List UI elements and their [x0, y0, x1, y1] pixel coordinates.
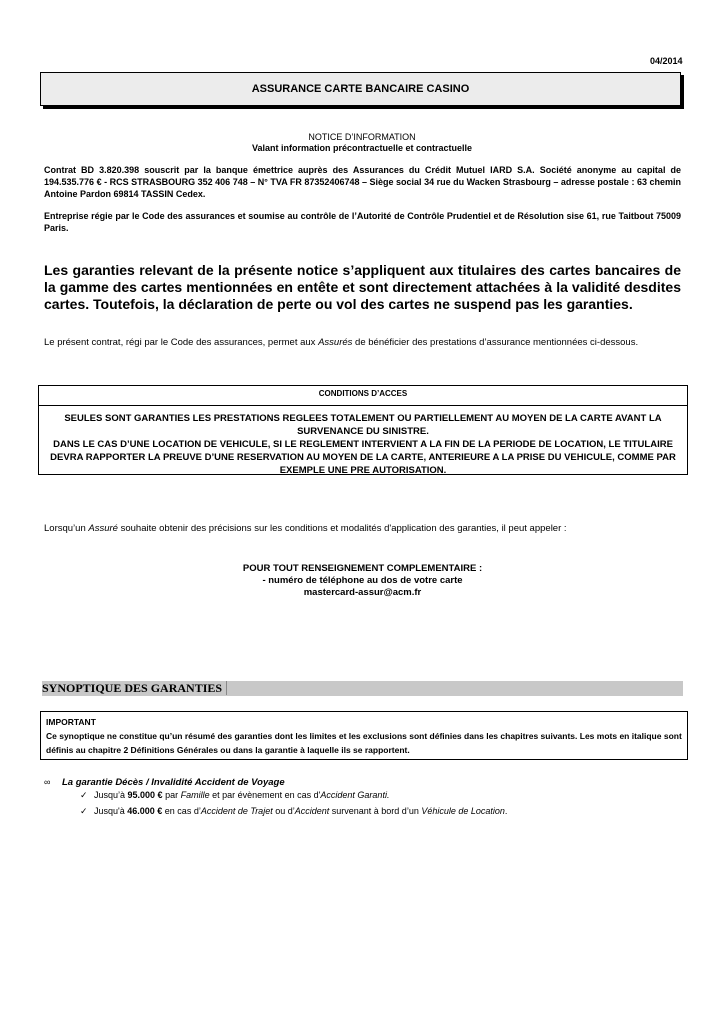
notice-heading: NOTICE D’INFORMATION	[308, 132, 416, 142]
contact-email: mastercard-assur@acm.fr	[303, 587, 422, 598]
intro-term-assures: Assurés	[318, 337, 353, 348]
regulation-paragraph: Entreprise régie par le Code des assurances et soumise au contrôle de l’Autorité de Contrôle Prudentiel et de Résolution sise 61, rue Taitbout 75009 Paris.	[44, 211, 681, 233]
conditions-title: CONDITIONS D’ACCES	[39, 386, 687, 406]
item2-amount: 46.000 €	[127, 806, 163, 816]
contact-lead	[44, 522, 681, 536]
contact-lead-before: Lorsqu’un	[44, 523, 89, 534]
checkmark-icon: ✓	[80, 790, 88, 800]
contact-lead-after: souhaite obtenir des précisions sur les conditions et modalités d'application des garanties, il peut appeler :	[117, 523, 567, 534]
contract-paragraph: Contrat BD 3.820.398 souscrit par la banque émettrice auprès des Assurances du Crédit Mutuel IARD S.A. Société anonyme au capital de 194.535.776 € - RCS STRASBOURG 352 406 748 – N° TVA FR 87352406748 – Siège social 34 rue du Wacken Strasbourg – adresse postale : 63 chemin Antoine Pardon 69814 TASSIN Cedex.	[44, 165, 681, 199]
document-title-box	[40, 72, 681, 106]
conditions-line-2: DANS LE CAS D’UNE LOCATION DE VEHICULE, SI LE REGLEMENT INTERVIENT A LA FIN DE LA PERIODE DE LOCATION, LE TITULAIRE DEVRA RAPPORTER LA PREUVE D’UNE RESERVATION AU MOYEN DE LA CARTE, ANTERIEURE A LA PRISE DU VEHICULE, COMME PAR EXEMPLE UNE PRE AUTORISATION.	[50, 439, 676, 476]
guarantees-paragraph: Les garanties relevant de la présente notice s’appliquent aux titulaires des cartes bancaires de la gamme des cartes mentionnées en entête et sont directement attachées à la validité desdites cartes. Toutefois, la déclaration de perte ou vol des cartes ne suspend pas les garanties.	[44, 262, 681, 312]
item2-pre: Jusqu'à	[94, 806, 128, 816]
infinity-bullet-icon: ∞	[44, 777, 51, 787]
item2-term-accident: Accident	[294, 806, 330, 816]
item1-amount: 95.000 €	[127, 790, 163, 800]
item2-term-trajet: Accident de Trajet	[200, 806, 273, 816]
item1-term-accident: Accident Garanti.	[320, 790, 390, 800]
notice-subheading: Valant information précontractuelle et contractuelle	[251, 143, 473, 153]
conditions-box	[38, 385, 688, 475]
item2-term-vehicule: Véhicule de Location	[421, 806, 505, 816]
guarantee-title: La garantie Décès / Invalidité Accident de Voyage	[62, 777, 285, 788]
notice-heading-block	[40, 132, 684, 154]
synoptique-section-header	[42, 681, 683, 696]
synoptique-title: SYNOPTIQUE DES GARANTIES	[42, 681, 227, 695]
intro-paragraph	[44, 336, 681, 350]
item2-mid2: ou d’	[272, 806, 295, 816]
document-title: ASSURANCE CARTE BANCAIRE CASINO	[251, 83, 470, 95]
item2-mid3: survenant à bord d’un	[329, 806, 422, 816]
item2-end: .	[504, 806, 508, 816]
important-text: Ce synoptique ne constitue qu’un résumé des garanties dont les limites et les exclusions sont définies dans les chapitres suivants. Les mots en italique sont définis au chapitre 2 Définitions Générales ou dans la garantie à laquelle ils se rapportent.	[46, 731, 682, 755]
item1-term-famille: Famille	[180, 790, 210, 800]
intro-text-after: de bénéficier des prestations d’assurance mentionnées ci-dessous.	[352, 337, 639, 348]
guarantee-item-2	[80, 806, 507, 817]
important-box	[40, 711, 688, 760]
contact-info-title: POUR TOUT RENSEIGNEMENT COMPLEMENTAIRE :	[242, 563, 483, 574]
contact-phone: - numéro de téléphone au dos de votre carte	[262, 575, 463, 586]
item2-mid: en cas d’	[162, 806, 201, 816]
document-date: 04/2014	[650, 56, 683, 66]
item1-mid: par	[162, 790, 181, 800]
conditions-line-1: SEULES SONT GARANTIES LES PRESTATIONS REGLEES TOTALEMENT OU PARTIELLEMENT AU MOYEN DE LA CARTE AVANT LA SURVENANCE DU SINISTRE.	[64, 413, 662, 437]
guarantee-bullet	[44, 777, 285, 788]
item1-mid2: et par évènement en cas d'	[209, 790, 321, 800]
contact-term-assure: Assuré	[88, 523, 118, 534]
contact-info-block	[44, 563, 681, 599]
checkmark-icon: ✓	[80, 806, 88, 816]
intro-text-before: Le présent contrat, régi par le Code des assurances, permet aux	[44, 337, 319, 348]
important-title: IMPORTANT	[46, 717, 96, 727]
item1-pre: Jusqu’à	[94, 790, 128, 800]
guarantee-item-1	[80, 790, 389, 801]
